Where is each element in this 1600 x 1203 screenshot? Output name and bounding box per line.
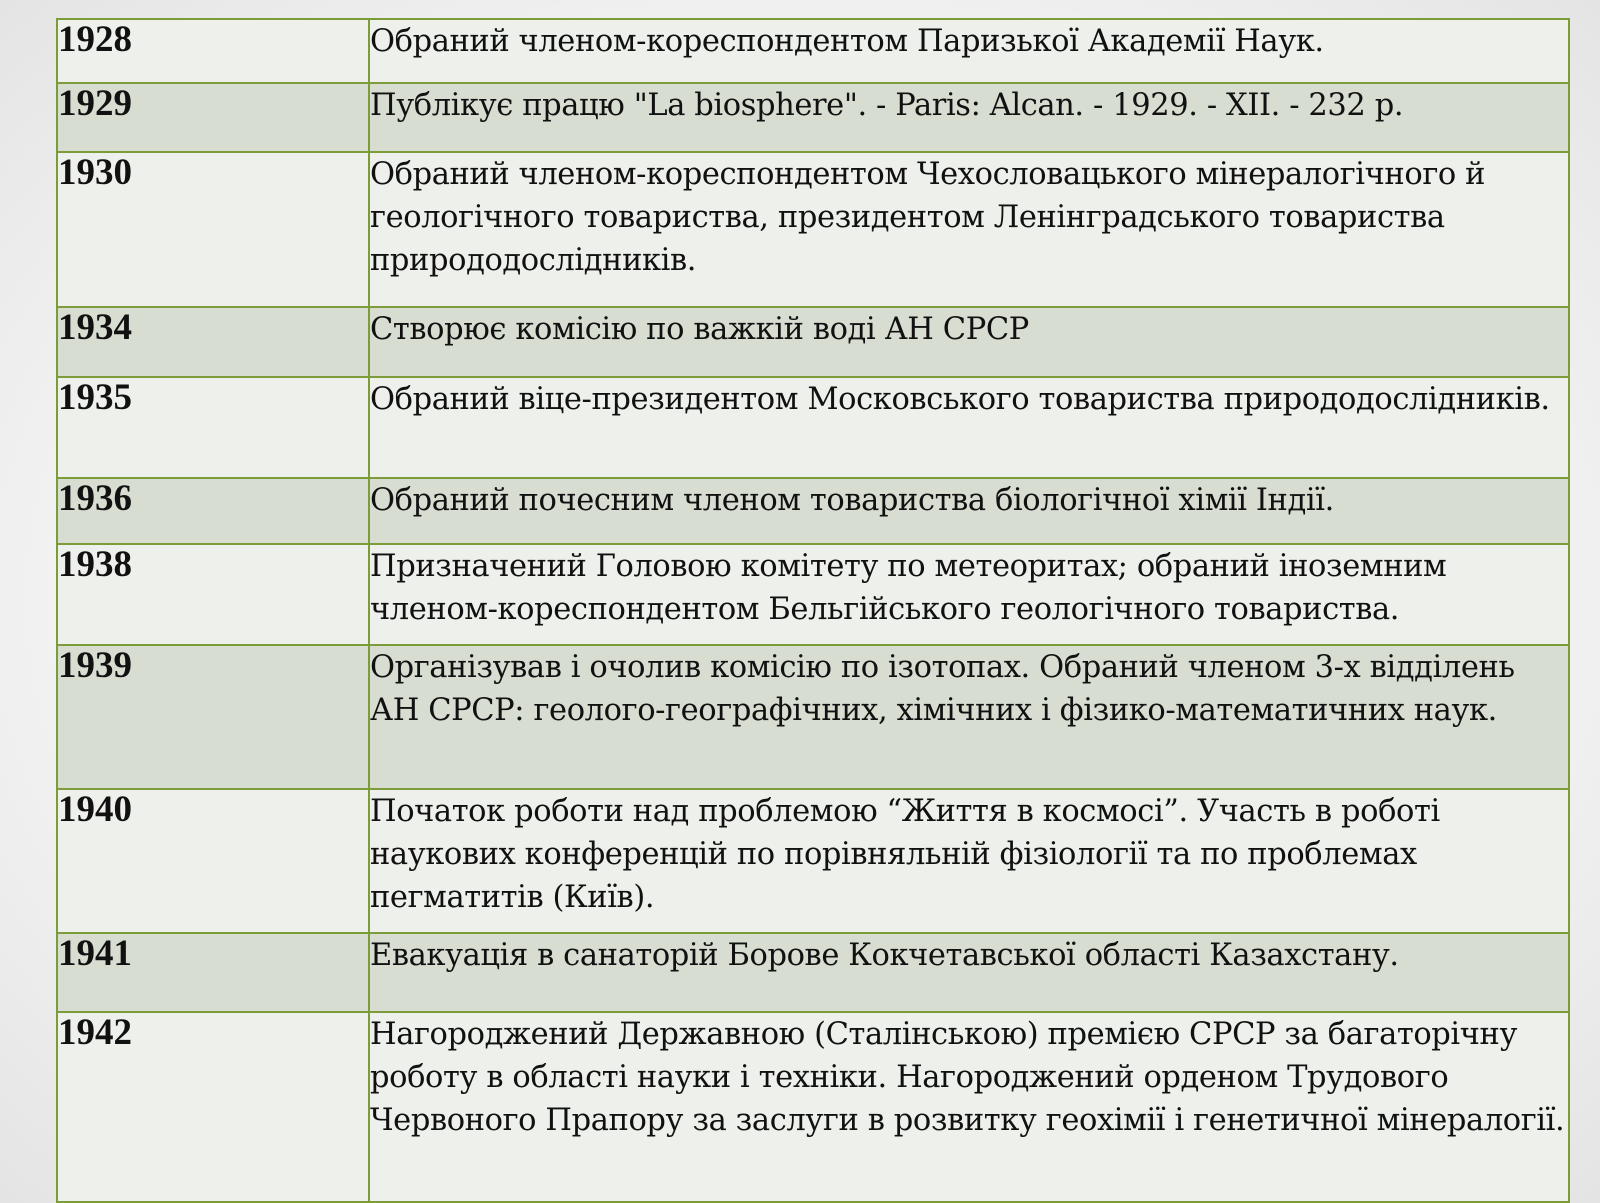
table-row <box>57 152 1569 307</box>
table-row <box>57 478 1569 544</box>
event-cell: Організував і очолив комісію по ізотопах. Обраний членом 3-х відділень АН СРСР: геолого-географічних, хімічних і фізико-математичних наук. <box>369 645 1569 789</box>
table-row <box>57 19 1569 83</box>
table-row <box>57 933 1569 1012</box>
event-cell: Обраний членом-кореспондентом Паризької Академії Наук. <box>369 19 1569 83</box>
year-cell: 1940 <box>57 789 369 933</box>
year-cell: 1928 <box>57 19 369 83</box>
table-row <box>57 1012 1569 1202</box>
year-cell: 1930 <box>57 152 369 307</box>
table-row <box>57 377 1569 478</box>
year-cell: 1935 <box>57 377 369 478</box>
event-cell: Нагороджений Державною (Сталінською) премією СРСР за багаторічну роботу в області науки і техніки. Нагороджений орденом Трудового Червоного Прапору за заслуги в розвитку геохімії і генетичної мінералогії. <box>369 1012 1569 1202</box>
year-cell: 1938 <box>57 544 369 645</box>
year-cell: 1939 <box>57 645 369 789</box>
event-cell: Створює комісію по важкій воді АН СРСР <box>369 307 1569 377</box>
year-cell: 1936 <box>57 478 369 544</box>
year-cell: 1941 <box>57 933 369 1012</box>
event-cell: Обраний членом-кореспондентом Чехословацького мінералогічного й геологічного товариства, президентом Ленінградського товариства природодослідників. <box>369 152 1569 307</box>
table-row <box>57 789 1569 933</box>
event-cell: Обраний віце-президентом Московського товариства природодослідників. <box>369 377 1569 478</box>
table-row <box>57 83 1569 152</box>
table-row <box>57 544 1569 645</box>
event-cell: Призначений Головою комітету по метеоритах; обраний іноземним членом-кореспондентом Бельгійського геологічного товариства. <box>369 544 1569 645</box>
year-cell: 1934 <box>57 307 369 377</box>
event-cell: Публікує працю "La biosphere". - Paris: Alcan. - 1929. - XII. - 232 p. <box>369 83 1569 152</box>
year-cell: 1929 <box>57 83 369 152</box>
timeline-table <box>56 18 1570 1203</box>
event-cell: Евакуація в санаторій Борове Кокчетавської області Казахстану. <box>369 933 1569 1012</box>
year-cell: 1942 <box>57 1012 369 1202</box>
event-cell: Початок роботи над проблемою “Життя в космосі”. Участь в роботі наукових конференцій по порівняльній фізіології та по проблемах пегматитів (Київ). <box>369 789 1569 933</box>
event-cell: Обраний почесним членом товариства біологічної хімії Індії. <box>369 478 1569 544</box>
table-row <box>57 645 1569 789</box>
table-row <box>57 307 1569 377</box>
